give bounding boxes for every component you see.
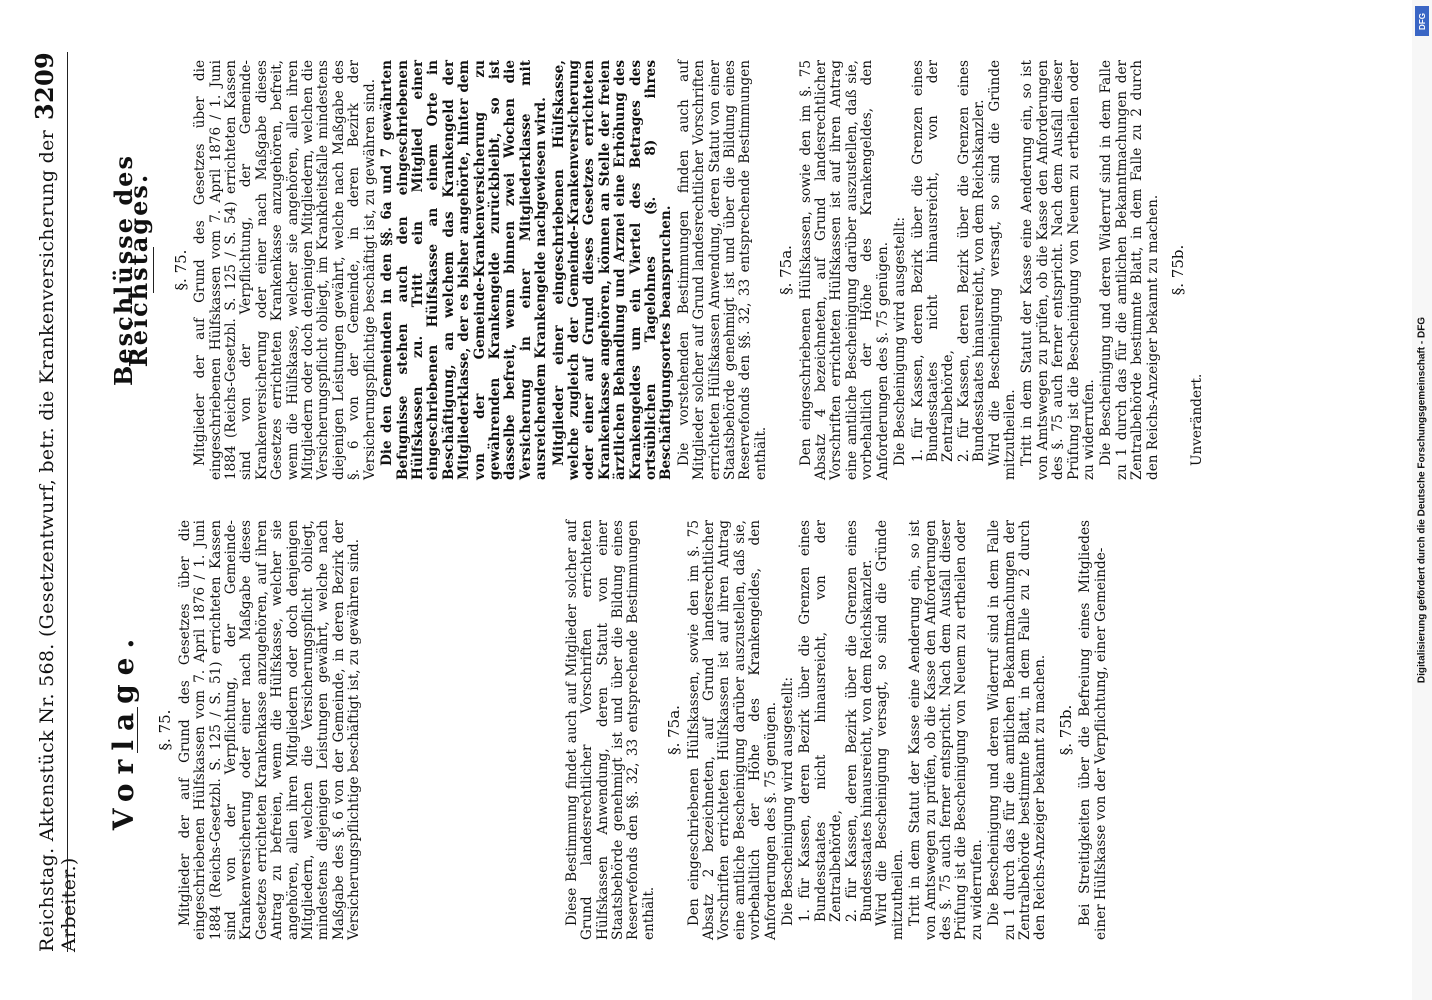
paragraph: Mitglieder der auf Grund des Gesetzes über die eingeschriebenen Hülfskassen vom 7. April 1876 / 1. Juni 1884 (Reichs-Gesetzbl. S. 125 / S. 54) errichteten Kassen sind von der Verpflichtung, der Gemeinde-Krankenversicherung oder einer nach Maßgabe dieses Gesetzes errichteten Krankenkasse anzugehören, befreit, wenn die Hülfskasse, welcher sie angehören, allen ihren Mitgliedern oder doch denjenigen Mitgliedern, welchen die Versicherungspflicht obliegt, im Krankheitsfalle mindestens diejenigen Leistungen gewährt, welche nach Maßgabe des §. 6 von der Gemeinde, in deren Bezirk der Versicherungspflichtige beschäftigt ist, zu gewähren sind. <box>192 60 378 480</box>
section-heading: §. 75a. <box>665 705 684 755</box>
paragraph: Wird die Bescheinigung versagt, so sind die Gründe mitzutheilen. <box>986 60 1018 480</box>
section-heading: §. 75b. <box>1169 244 1187 296</box>
left-column <box>80 520 1111 940</box>
list-item: 2. für Kassen, deren Bezirk über die Grenzen eines Bundesstaates hinausreicht, von dem Reichskanzler. <box>843 520 875 922</box>
paragraph: Bei Streitigkeiten über die Befreiung eines Mitgliedes einer Hülfskasse von der Verpflichtung, einer Gemeinde- <box>1077 520 1109 940</box>
dfg-logo <box>1415 6 1429 36</box>
section-heading: §. 75. <box>171 249 190 291</box>
page-number: 3209 <box>30 52 59 120</box>
paragraph: Diese Bestimmung findet auch auf Mitglieder solcher auf Grund landesrechtlicher Vorschriften errichteten Hülfskassen Anwendung, deren Statut von einer Staatsbehörde genehmigt ist und über die Bildung eines Reservefonds den §§. 32, 33 entsprechende Bestimmungen enthält. <box>563 520 657 940</box>
page-header <box>30 52 80 952</box>
dfg-logo-text: DFG <box>1417 12 1427 30</box>
right-column-title: Beschlüsse des Reichstages. <box>109 154 154 386</box>
bold-paragraph: Mitglieder einer eingeschriebenen Hülfskasse, welche zugleich der Gemeinde-Krankenversicherung oder einer auf Grund dieses Gesetzes errichteten Krankenkasse angehören, können an Stelle der freien ärztlichen Behandlung und Arznei eine Erhöhung des Krankengeldes um ein Viertel des Betrages des ortsüblichen Tagelohnes (§. 8) ihres Beschäftigungsortes beanspruchen. <box>550 60 675 480</box>
left-column-title: Vorlage. <box>107 629 140 831</box>
right-column <box>80 60 1208 480</box>
paragraph: Mitglieder der auf Grund des Gesetzes über die eingeschriebenen Hülfskassen vom 7. April 1876 / 1. Juni 1884 (Reichs-Gesetzbl. S. 125 / S. 51) errichteten Kassen sind von der Verpflichtung, der Gemeinde-Krankenversicherung oder einer nach Maßgabe dieses Gesetzes errichteten Krankenkasse anzugehören, auf ihren Antrag zu befreien, wenn die Hülfskasse, welcher sie angehören, allen ihren Mitgliedern oder doch denjenigen Mitgliedern, welchen die Versicherungspflicht obliegt, mindestens diejenigen Leistungen gewährt, welche nach Maßgabe des §. 6 von der Gemeinde, in deren Bezirk der Versicherungspflichtige beschäftigt ist, zu gewähren sind. <box>176 520 363 940</box>
paragraph: Tritt in dem Statut der Kasse eine Aenderung ein, so ist von Amtswegen zu prüfen, ob die Kasse den Anforderungen des §. 75 auch ferner entspricht. Nach dem Ausfall dieser Prüfung ist die Bescheinigung von Neuem zu ertheilen oder zu widerrufen. <box>1019 60 1097 480</box>
running-header: Reichstag. Aktenstück Nr. 568. (Gesetzentwurf, betr. die Krankenversicherung der Arbeiter.) <box>36 129 80 952</box>
paragraph: Den eingeschriebenen Hülfskassen, sowie den im §. 75 Absatz 2 bezeichneten, auf Grund landesrechtlicher Vorschriften errichteten Hülfskassen ist auf ihren Antrag eine amtliche Bescheinigung darüber auszustellen, daß sie, vorbehaltlich der Höhe des Krankengeldes, den Anforderungen des §. 75 genügen. <box>685 520 779 940</box>
paragraph: Die Bescheinigung und deren Widerruf sind in dem Falle zu 1 durch das für die amtlichen Bekanntmachungen der Zentralbehörde bestimmte Blatt, in dem Falle zu 2 durch den Reichs-Anzeiger bekannt zu machen. <box>986 520 1049 940</box>
paragraph: Unverändert. <box>1189 373 1206 466</box>
paragraph: Die Bescheinigung und deren Widerruf sind in dem Falle zu 1 durch das für die amtlichen Bekanntmachungen der Zentralbehörde bestimmte Blatt, in dem Falle zu 2 durch den Reichs-Anzeiger bekannt zu machen. <box>1098 60 1161 480</box>
paragraph: Die Bescheinigung wird ausgestellt: <box>779 676 796 926</box>
paragraph: Tritt in dem Statut der Kasse eine Aenderung ein, so ist von Amtswegen zu prüfen, ob die Kasse den Anforderungen des §. 75 auch ferner entspricht. Nach dem Ausfall dieser Prüfung ist die Bescheinigung von Neuem zu ertheilen oder zu widerrufen. <box>907 520 985 940</box>
digitization-credit: Digitalisierung gefördert durch die Deutsche Forschungsgemeinschaft - DFG <box>1416 316 1428 684</box>
section-heading: §. 75a. <box>777 245 796 295</box>
paragraph: Die Bescheinigung wird ausgestellt: <box>892 216 909 466</box>
column-gap <box>365 520 565 940</box>
list-item: 1. für Kassen, deren Bezirk über die Grenzen eines Bundesstaates nicht hinausreicht, von der Zentralbehörde, <box>909 60 957 462</box>
paragraph: Die vorstehenden Bestimmungen finden auch auf Mitglieder solcher auf Grund landesrechtlicher Vorschriften errichteten Hülfskassen Anwendung, deren Statut von einer Staatsbehörde genehmigt ist und über die Bildung eines Reservefonds den §§. 32, 33 entsprechende Bestimmungen enthält. <box>675 60 769 480</box>
paragraph: Wird die Bescheinigung versagt, so sind die Gründe mitzutheilen. <box>874 520 906 940</box>
list-item: 2. für Kassen, deren Bezirk über die Grenzen eines Bundesstaates hinausreicht, von dem Reichskanzler. <box>955 60 988 462</box>
bold-paragraph: Die den Gemeinden in den §§. 6a und 7 gewährten Befugnisse stehen auch den eingeschriebenen Hülfskassen zu. Tritt ein Mitglied einer eingeschriebenen Hülfskasse an einem Orte in Beschäftigung, an welchem das Krankengeld der Mitgliederklasse, der es bisher angehörte, hinter dem von der Gemeinde-Krankenversicherung zu gewährenden Krankengelde zurückbleibt, so ist dasselbe befreit, wenn binnen zwei Wochen die Versicherung in einer Mitgliederklasse mit ausreichendem Krankengelde nachgewiesen wird. <box>379 60 550 480</box>
header-rule <box>67 52 68 952</box>
section-heading: §. 75b. <box>1056 704 1075 756</box>
paragraph: Den eingeschriebenen Hülfskassen, sowie den im §. 75 Absatz 4 bezeichneten, auf Grund landesrechtlicher Vorschriften errichteten Hülfskassen ist auf ihren Antrag eine amtliche Bescheinigung darüber auszustellen, daß sie, vorbehaltlich der Höhe des Krankengeldes, den Anforderungen des §. 75 genügen. <box>797 60 891 480</box>
section-heading: §. 75. <box>156 709 175 751</box>
list-item: 1. für Kassen, deren Bezirk über die Grenzen eines Bundesstaates nicht hinausreicht, von der Zentralbehörde, <box>797 520 845 922</box>
